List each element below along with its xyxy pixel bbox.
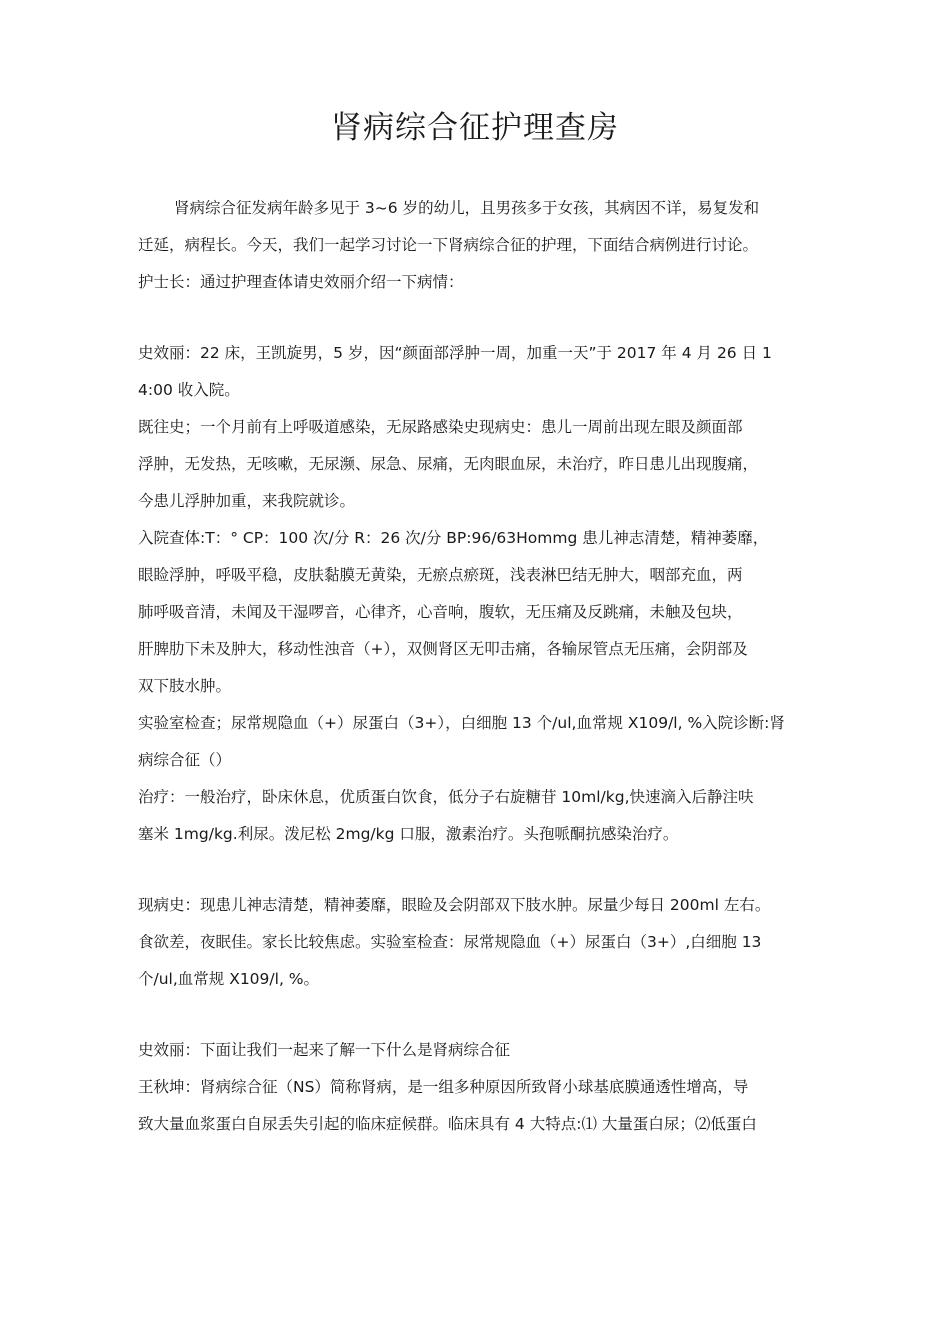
text-line: 王秋坤：肾病综合征（NS）简称肾病，是一组多种原因所致肾小球基底膜通透性增高，导 bbox=[138, 1078, 749, 1096]
paragraph-spacer bbox=[138, 301, 828, 335]
paragraph bbox=[138, 409, 828, 520]
paragraph bbox=[138, 779, 828, 853]
text-line: 浮肿，无发热，无咳嗽，无尿濒、尿急、尿痛，无肉眼血尿，未治疗，昨日患儿出现腹痛， bbox=[138, 455, 759, 473]
paragraph-spacer bbox=[138, 998, 828, 1032]
text-line: 眼睑浮肿，呼吸平稳，皮肤黏膜无黄染，无瘀点瘀斑，浅表淋巴结无肿大，咽部充血，两 bbox=[138, 566, 743, 584]
paragraph bbox=[138, 887, 828, 998]
text-line: 塞米 1mg/kg.利尿。泼尼松 2mg/kg 口服，激素治疗。头孢哌酮抗感染治疗。 bbox=[138, 825, 679, 843]
paragraph bbox=[138, 1032, 828, 1069]
text-line: 迁延，病程长。今天，我们一起学习讨论一下肾病综合征的护理，下面结合病例进行讨论。 bbox=[138, 236, 759, 254]
text-line: 食欲差，夜眠佳。家长比较焦虑。实验室检查：尿常规隐血（+）尿蛋白（3+）,白细胞 13 bbox=[138, 933, 762, 951]
paragraph bbox=[138, 264, 828, 301]
text-line: 个/ul,血常规 X109/l, %。 bbox=[138, 970, 320, 988]
paragraph-spacer bbox=[138, 853, 828, 887]
text-line: 史效丽：下面让我们一起来了解一下什么是肾病综合征 bbox=[138, 1041, 511, 1059]
text-line: 肝脾肋下未及肿大，移动性浊音（+），双侧肾区无叩击痛，各输尿管点无压痛，会阴部及 bbox=[138, 640, 748, 658]
text-line: 现病史：现患儿神志清楚，精神萎靡，眼睑及会阴部双下肢水肿。尿量少每日 200ml 左右。 bbox=[138, 896, 771, 914]
text-line: 肺呼吸音清，未闻及干湿啰音，心律齐，心音响，腹软，无压痛及反跳痛，未触及包块， bbox=[138, 603, 743, 621]
text-line: 护士长：通过护理查体请史效丽介绍一下病情： bbox=[138, 273, 464, 291]
paragraph bbox=[138, 190, 828, 264]
text-line: 既往史；一个月前有上呼吸道感染，无尿路感染史现病史：患儿一周前出现左眼及颜面部 bbox=[138, 418, 743, 436]
text-line: 致大量血浆蛋白自尿丢失引起的临床症候群。临床具有 4 大特点:⑴ 大量蛋白尿；⑵低蛋白 bbox=[138, 1115, 757, 1133]
document-title: 肾病综合征护理查房 bbox=[331, 110, 619, 146]
text-line: 史效丽：22 床，王凯旋男，5 岁，因“颜面部浮肿一周，加重一天”于 2017 年 4 月 26 日 1 bbox=[138, 344, 772, 362]
text-line: 双下肢水肿。 bbox=[138, 677, 232, 695]
text-line: 肾病综合征发病年龄多见于 3~6 岁的幼儿，且男孩多于女孩，其病因不详，易复发和 bbox=[174, 199, 760, 217]
text-line: 实验室检查；尿常规隐血（+）尿蛋白（3+），白细胞 13 个/ul,血常规 X109/l, %入院诊断:肾 bbox=[138, 714, 785, 732]
text-line: 4:00 收入院。 bbox=[138, 381, 240, 399]
text-line: 今患儿浮肿加重，来我院就诊。 bbox=[138, 492, 356, 510]
text-line: 病综合征（） bbox=[138, 751, 232, 769]
document-body bbox=[138, 190, 828, 1143]
paragraph bbox=[138, 520, 828, 705]
paragraph bbox=[138, 705, 828, 779]
paragraph bbox=[138, 335, 828, 409]
text-line: 入院查体:T：° CP：100 次/分 R：26 次/分 BP:96/63Hommg 患儿神志清楚，精神萎靡， bbox=[138, 529, 769, 547]
paragraph bbox=[138, 1069, 828, 1143]
text-line: 治疗：一般治疗，卧床休息，优质蛋白饮食，低分子右旋糖苷 10ml/kg,快速滴入后静注呋 bbox=[138, 788, 754, 806]
